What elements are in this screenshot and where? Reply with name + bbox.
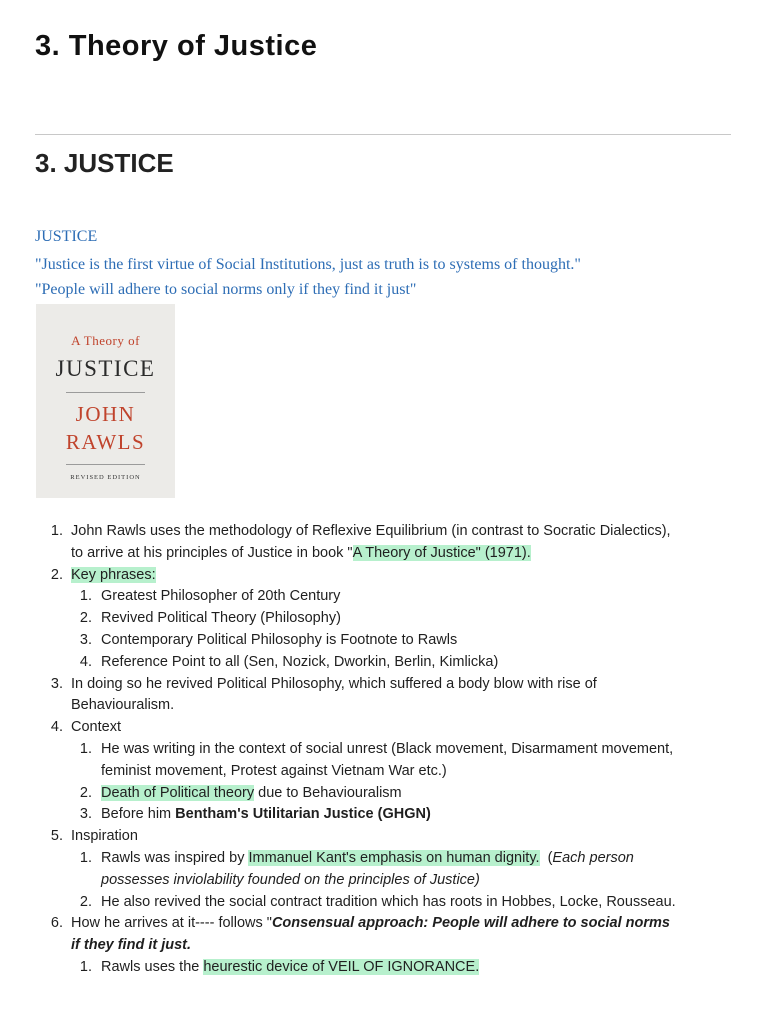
sub-list-item: He was writing in the context of social unrest (Black movement, Disarmament movement, bbox=[101, 741, 674, 757]
book-cover-author-first: JOHN bbox=[75, 402, 136, 426]
list-number: 2. bbox=[79, 784, 92, 801]
book-cover-rule bbox=[66, 464, 145, 465]
sub-list-item: Death of Political theory due to Behaviouralism bbox=[101, 784, 402, 801]
sub-list-item: Greatest Philosopher of 20th Century bbox=[101, 588, 341, 605]
list-number: 6. bbox=[50, 915, 63, 932]
list-number: 5. bbox=[50, 828, 63, 845]
list-number: 3. bbox=[50, 675, 63, 692]
list-number: 1. bbox=[79, 741, 92, 757]
bold-italic-text: if they find it just. bbox=[71, 937, 192, 954]
sub-list-item: Before him Bentham's Utilitarian Justice (GHGN) bbox=[101, 806, 431, 823]
quote-justice-virtue: "Justice is the first virtue of Social Institutions, just as truth is to systems of thought." bbox=[35, 256, 581, 273]
list-number: 4. bbox=[79, 653, 92, 670]
book-cover-edition: REVISED EDITION bbox=[70, 474, 141, 481]
list-number: 3. bbox=[79, 806, 92, 823]
highlight: Immanuel Kant's emphasis on human dignity. bbox=[248, 850, 540, 866]
sub-list-item: Reference Point to all (Sen, Nozick, Dworkin, Berlin, Kimlicka) bbox=[101, 653, 499, 670]
highlight: A Theory of Justice" (1971). bbox=[352, 544, 531, 561]
sub-list-item: He also revived the social contract tradition which has roots in Hobbes, Locke, Rousseau. bbox=[101, 893, 676, 910]
sub-list-item: Rawls uses the heurestic device of VEIL OF IGNORANCE. bbox=[101, 959, 480, 975]
sub-list-item bbox=[101, 870, 480, 892]
bold-italic-text: Consensual approach: People will adhere to social norms bbox=[271, 915, 670, 932]
divider bbox=[35, 134, 731, 135]
quote-heading: JUSTICE bbox=[35, 228, 98, 245]
highlight: heurestic device of VEIL OF IGNORANCE. bbox=[203, 959, 480, 975]
bold-text: Bentham's Utilitarian Justice (GHGN) bbox=[175, 806, 431, 823]
list-number: 1. bbox=[79, 959, 92, 975]
list-number: 1. bbox=[79, 588, 92, 605]
italic-text: possesses inviolability founded on the principles of Justice) bbox=[101, 871, 480, 888]
sub-list-item: feminist movement, Protest against Vietnam War etc.) bbox=[101, 762, 447, 779]
page-title: 3. Theory of Justice bbox=[35, 30, 318, 62]
sub-list-item: Rawls was inspired by Immanuel Kant's emphasis on human dignity. (Each person bbox=[101, 850, 634, 866]
section-heading: 3. JUSTICE bbox=[35, 148, 174, 178]
list-item: Behaviouralism. bbox=[71, 697, 175, 714]
list-number: 2. bbox=[50, 566, 63, 583]
list-number: 1. bbox=[50, 523, 63, 539]
list-item: Inspiration bbox=[71, 828, 138, 845]
list-item: to arrive at his principles of Justice in book "A Theory of Justice" (1971). bbox=[71, 544, 531, 561]
highlight: Key phrases: bbox=[71, 566, 156, 583]
list-number: 3. bbox=[79, 632, 92, 648]
list-number: 2. bbox=[79, 610, 92, 627]
italic-text: Each person bbox=[552, 850, 634, 866]
book-cover-image bbox=[36, 304, 175, 498]
book-cover-author-last: RAWLS bbox=[65, 430, 146, 454]
book-cover-title: JUSTICE bbox=[55, 356, 156, 381]
list-number: 1. bbox=[79, 850, 92, 866]
list-item: How he arrives at it---- follows "Consensual approach: People will adhere to social norms bbox=[71, 915, 670, 932]
list-item: In doing so he revived Political Philosophy, which suffered a body blow with rise of bbox=[71, 675, 597, 692]
list-item: John Rawls uses the methodology of Reflexive Equilibrium (in contrast to Socratic Dialectics), bbox=[71, 523, 671, 539]
quote-social-norms: "People will adhere to social norms only if they find it just" bbox=[35, 281, 417, 298]
list-number: 2. bbox=[79, 893, 92, 910]
highlight: Death of Political theory bbox=[101, 784, 255, 801]
list-item bbox=[71, 565, 156, 587]
book-cover-rule bbox=[66, 392, 145, 393]
sub-list-item: Contemporary Political Philosophy is Footnote to Rawls bbox=[101, 632, 458, 648]
list-item bbox=[71, 935, 191, 957]
sub-list-item: Revived Political Theory (Philosophy) bbox=[101, 610, 341, 627]
list-item: Context bbox=[71, 719, 121, 736]
book-cover-subtitle: A Theory of bbox=[71, 333, 140, 348]
list-number: 4. bbox=[50, 719, 63, 736]
